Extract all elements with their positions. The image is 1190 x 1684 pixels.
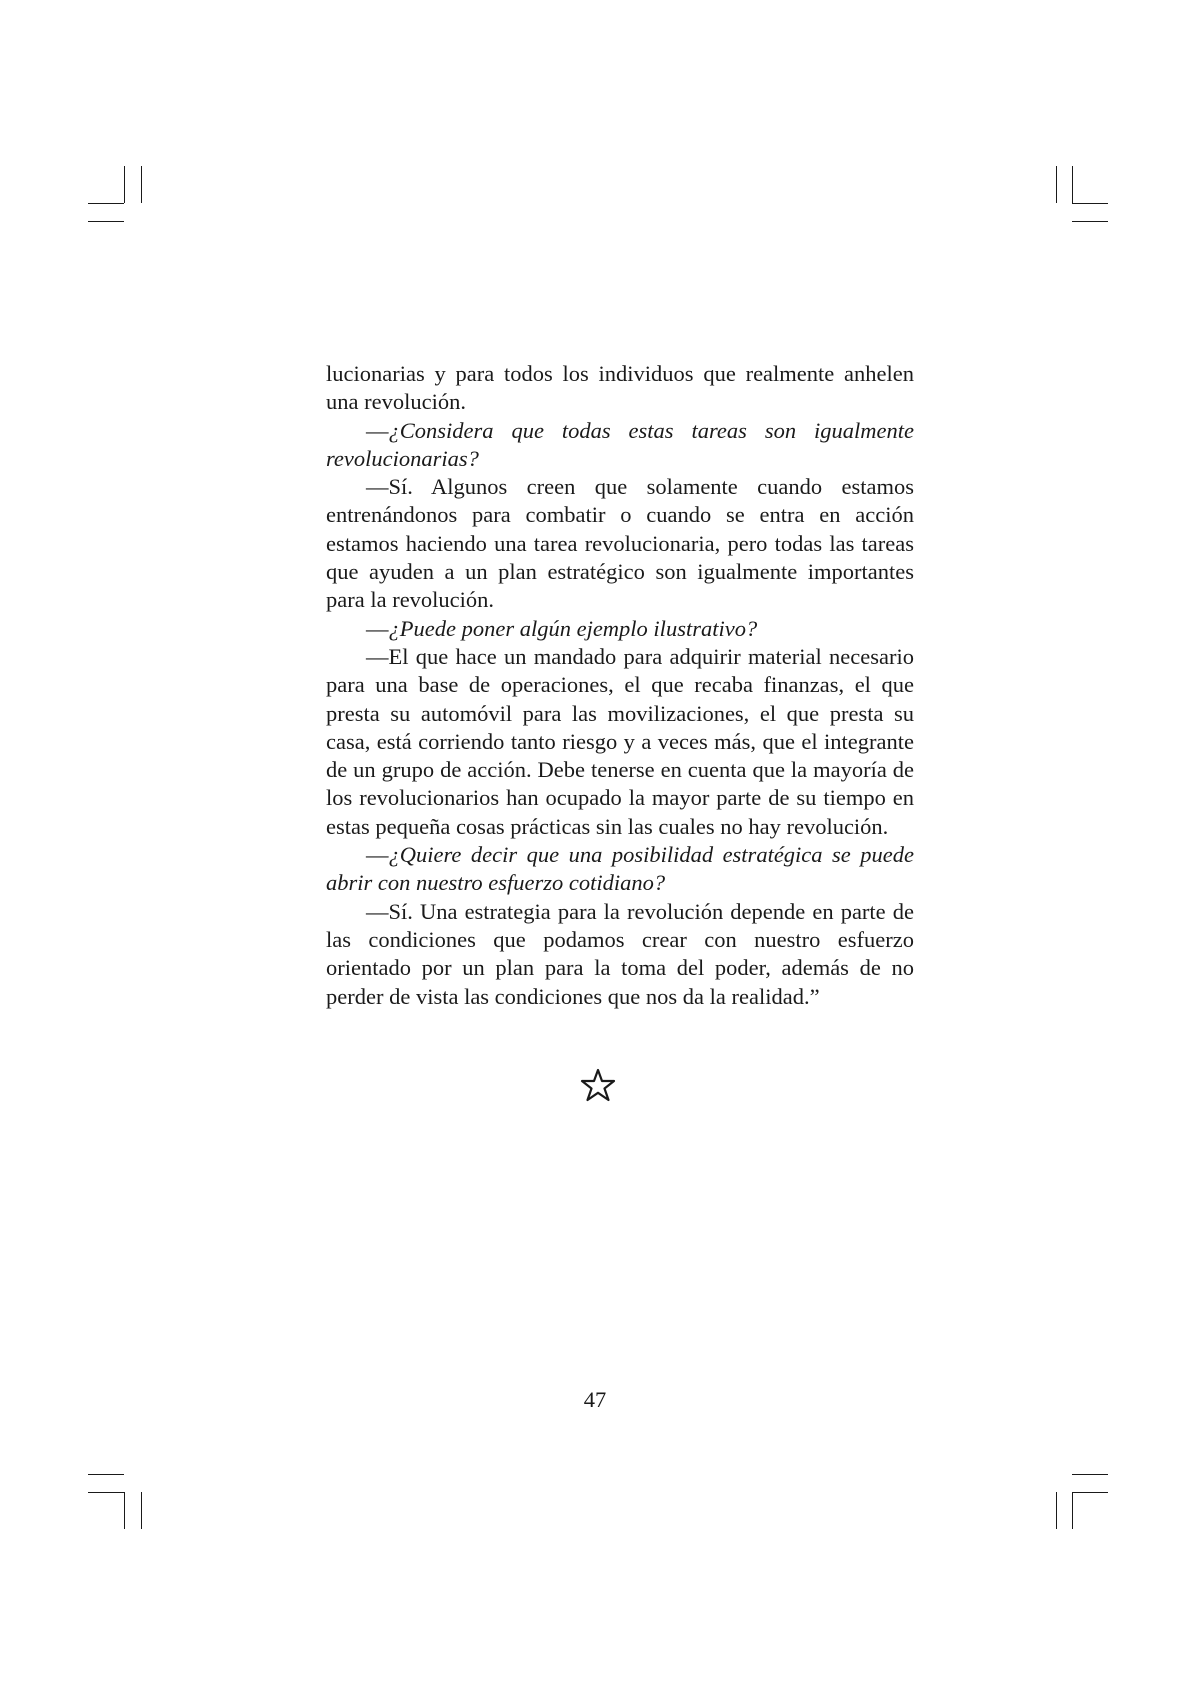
question-paragraph [326,417,914,474]
crop-mark-top-right-h2 [1072,221,1108,222]
answer-text: Sí. Algunos creen que solamente cuando estamos entrenándonos para combatir o cuando se entra en acción estamos haciendo una tarea revolucionaria, pero todas las tareas que ayuden a un plan estratégico son igualmente importantes para la revolución. [326,474,914,613]
crop-mark-bottom-right-v1 [1056,1492,1057,1529]
crop-mark-top-left-v2 [141,166,142,203]
answer-text: Sí. Una estrategia para la revolución depende en parte de las condiciones que podamos crear con nuestro esfuerzo orientado por un plan para la toma del poder, además de no perder de vista las condiciones que nos da la realidad.” [326,898,914,1009]
crop-mark-top-right-v2 [1072,166,1073,203]
body-text [326,360,914,1011]
page-number: 47 [583,1387,607,1412]
crop-mark-top-left-v1 [124,166,125,203]
question-paragraph [326,841,914,898]
em-dash: — [366,898,389,924]
question-paragraph [326,615,914,643]
star-outline-icon [580,1068,616,1102]
crop-mark-bottom-left-v1 [124,1492,125,1529]
em-dash: — [366,615,389,641]
em-dash: — [366,643,389,669]
em-dash: — [366,842,389,868]
question-text: ¿Puede poner algún ejemplo ilustrativo? [388,615,758,641]
question-text: ¿Quiere decir que una posibilidad estratégica se puede abrir con nuestro esfuerzo cotidiano? [326,842,914,896]
question-text: ¿Considera que todas estas tareas son igualmente revolucionarias? [326,417,914,471]
answer-paragraph [326,473,914,614]
crop-mark-bottom-right-h1 [1072,1474,1108,1475]
crop-mark-top-left-h1 [88,203,124,204]
crop-mark-bottom-left-v2 [141,1492,142,1529]
paragraph [326,360,914,417]
crop-mark-top-right-v1 [1056,166,1057,203]
crop-mark-bottom-left-h2 [88,1492,124,1493]
paragraph-text: lucionarias y para todos los individuos que realmente anhelen una revolución. [326,361,914,415]
answer-paragraph [326,643,914,841]
crop-mark-bottom-left-h1 [88,1474,124,1475]
crop-mark-bottom-right-h2 [1072,1492,1108,1493]
crop-mark-top-left-h2 [88,221,124,222]
answer-paragraph [326,898,914,1011]
crop-mark-top-right-h1 [1072,203,1108,204]
em-dash: — [366,417,389,443]
crop-mark-bottom-right-v2 [1072,1492,1073,1529]
em-dash: — [366,474,389,500]
answer-text: El que hace un mandado para adquirir material necesario para una base de operaciones, el que recaba finanzas, el que presta su automóvil para las movilizaciones, el que presta su casa, está corriendo tanto riesgo y a veces más, que el integrante de un grupo de acción. Debe tenerse en cuenta que la mayoría de los revolucionarios han ocupado la mayor parte de su tiempo en estas pequeña cosas prácticas sin las cuales no hay revolución. [326,643,914,839]
